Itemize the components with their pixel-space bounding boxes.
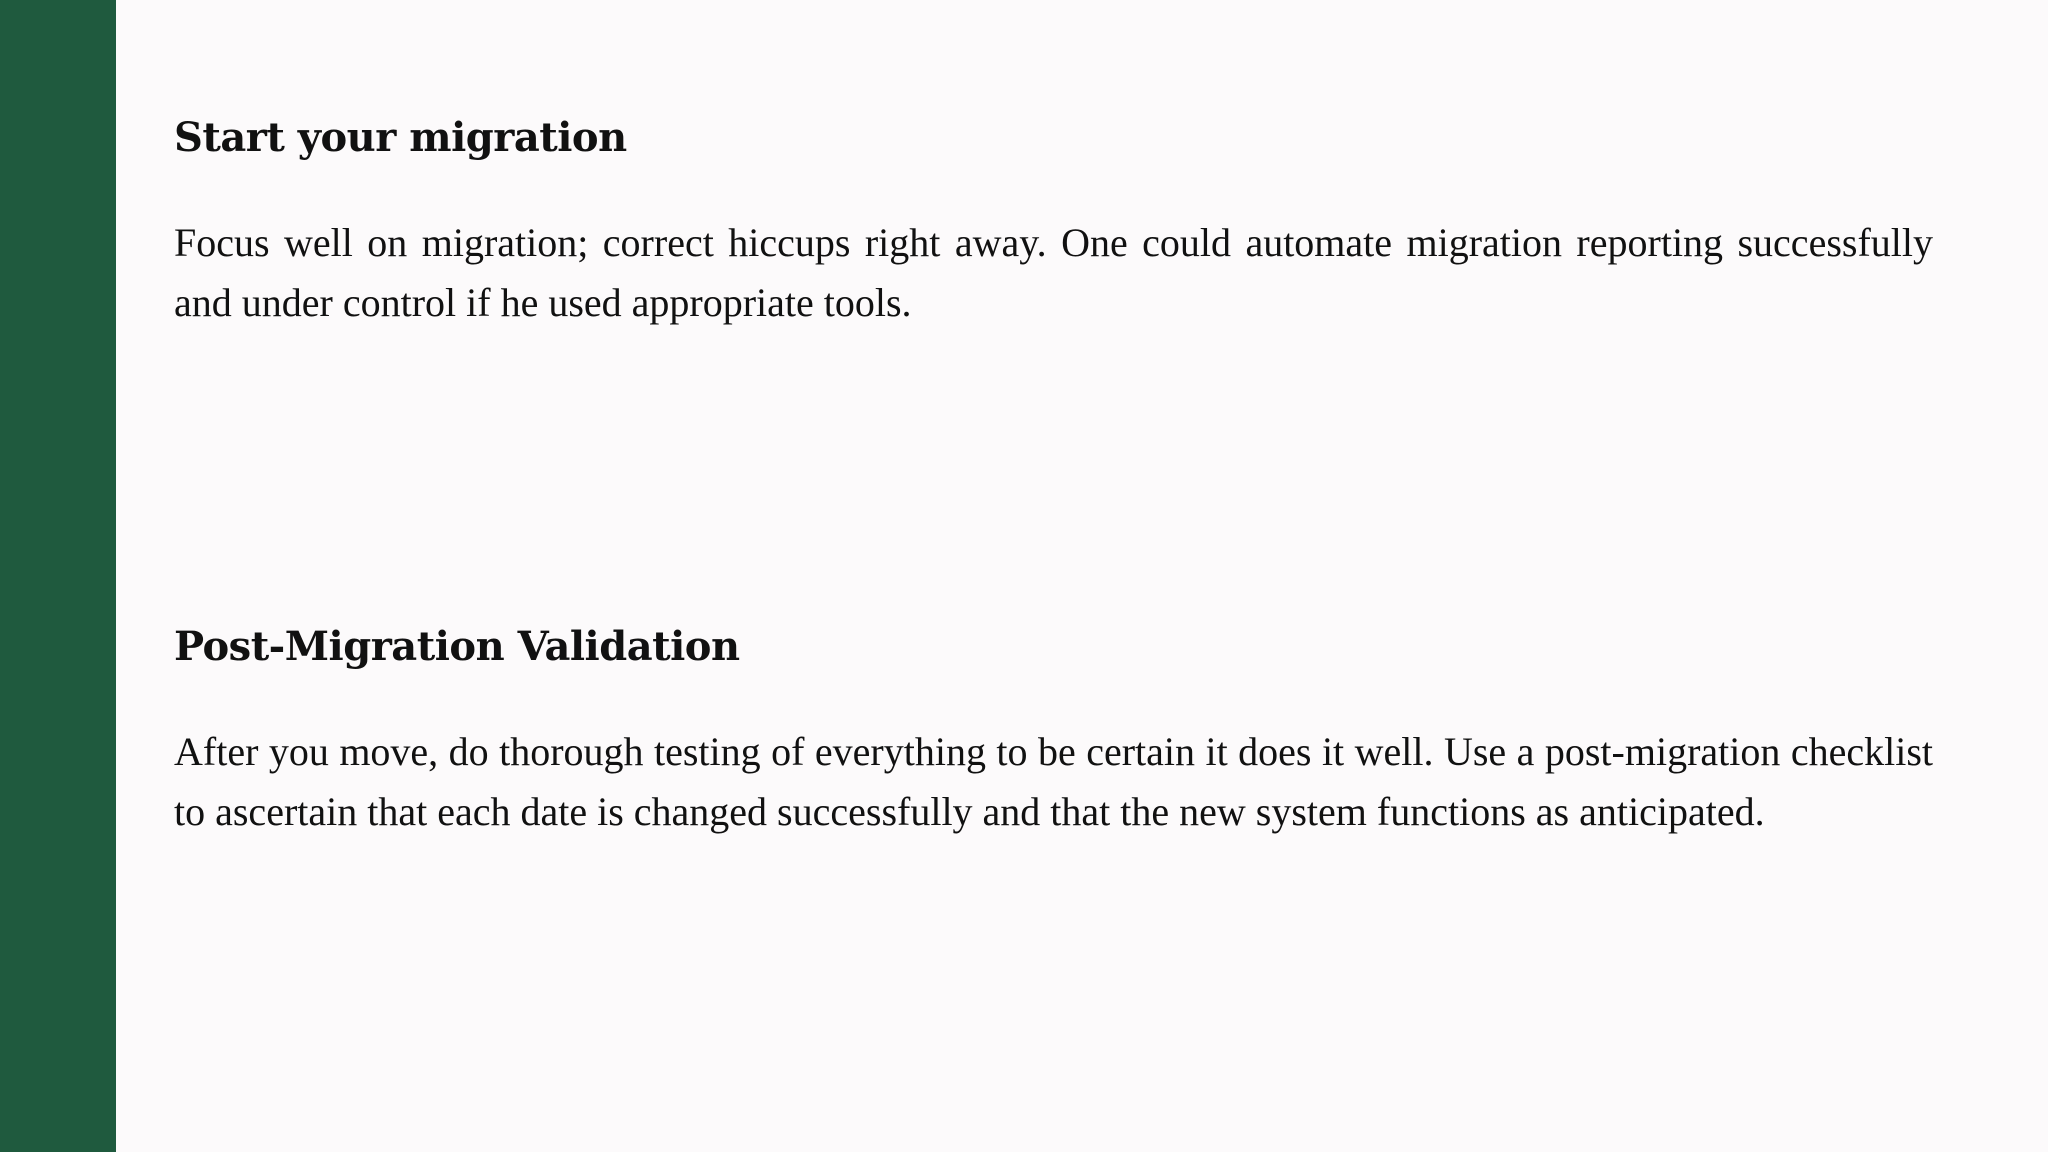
accent-sidebar-bar (0, 0, 116, 1152)
section-body-start-migration: Focus well on migration; correct hiccups right away. One could automate migration reporting successfully and under control if he used appropriate tools. (174, 220, 1933, 325)
section-heading-post-migration-validation: Post-Migration Validation (174, 623, 740, 670)
section-body-post-migration-validation: After you move, do thorough testing of everything to be certain it does it well. Use a post-migration checklist to ascertain that each date is changed successfully and that the new system functions as anticipated. (174, 729, 1933, 834)
section-heading-start-migration: Start your migration (174, 114, 627, 161)
